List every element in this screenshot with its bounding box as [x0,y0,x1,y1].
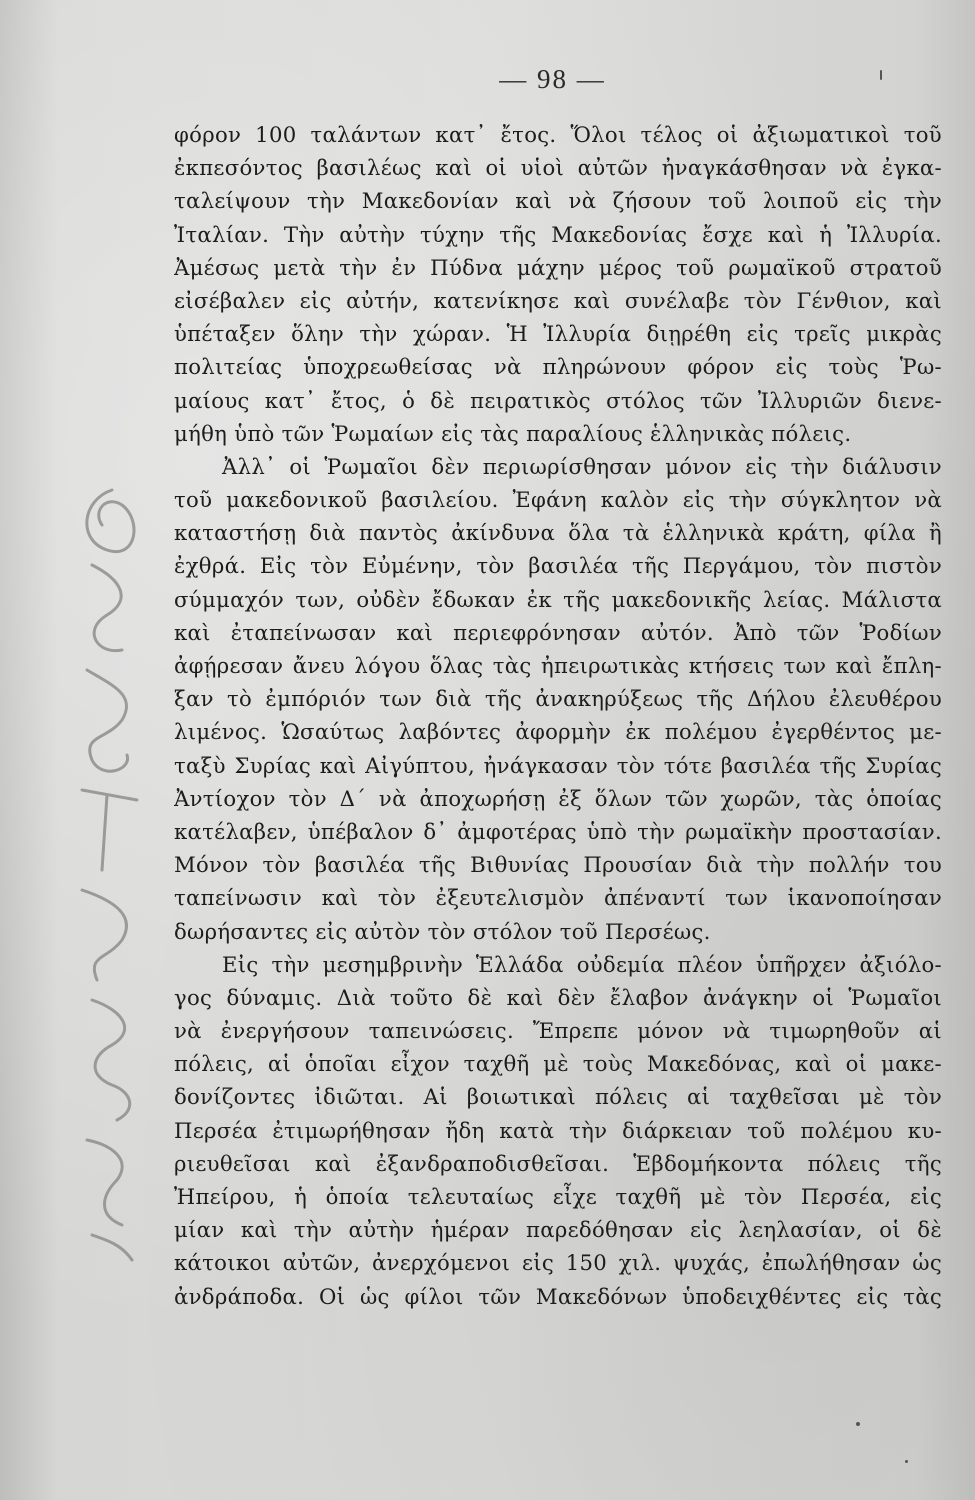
text-line: Μόνον τὸν βασιλέα τῆς Βιθυνίας Προυσίαν διὰ τὴν πολλήν του [174,852,942,878]
text-line: ἀφῄρεσαν ἄνευ λόγου ὅλας τὰς ἠπειρωτικὰς κτήσεις των καὶ ἔπλη- [174,653,942,678]
paper-speck [905,1460,908,1463]
text-line: φόρον 100 ταλάντων κατ᾽ ἔτος. Ὅλοι τέλος οἱ ἀξιωματικοὶ τοῦ [174,122,942,147]
text-line: δωρήσαντες εἰς αὐτὸν τὸν στόλον τοῦ Περσέως. [174,918,711,944]
text-line: κάτοικοι αὐτῶν, ἀνερχόμενοι εἰς 150 χιλ. ψυχάς, ἐπωλήθησαν ὡς [174,1250,942,1276]
text-line: Εἰς τὴν μεσημβρινὴν Ἑλλάδα οὐδεμία πλέον ὑπῆρχεν ἀξιόλο- [222,951,942,977]
text-line: μαίους κατ᾽ ἔτος, ὁ δὲ πειρατικὸς στόλος τῶν Ἰλλυριῶν διενε- [174,387,942,413]
text-line: μήθη ὑπὸ τῶν Ῥωμαίων εἰς τὰς παραλίους ἑλληνικὰς πόλεις. [174,420,852,446]
text-line: σύμμαχόν των, οὐδὲν ἔδωκαν ἐκ τῆς μακεδονικῆς λείας. Μάλιστα [174,586,942,612]
text-line: δονίζοντες ἰδιῶται. Αἱ βοιωτικαὶ πόλεις αἱ ταχθεῖσαι μὲ τὸν [174,1084,942,1110]
text-line: Ἠπείρου, ἡ ὁποία τελευταίως εἶχε ταχθῆ μὲ τὸν Περσέα, εἰς [174,1184,942,1209]
text-line: ταπείνωσιν καὶ τὸν ἐξευτελισμὸν ἀπέναντί των ἱκανοποίησαν [174,885,942,911]
paper-speck [856,1422,860,1426]
text-line: ξαν τὸ ἐμπόριόν των διὰ τῆς ἀνακηρύξεως τῆς Δήλου ἐλευθέρου [174,686,942,712]
text-line: Ἀντίοχον τὸν Δ´ νὰ ἀποχωρήσῃ ἐξ ὅλων τῶν χωρῶν, τὰς ὁποίας [174,785,942,811]
text-line: ἀνδράποδα. Οἱ ὡς φίλοι τῶν Μακεδόνων ὑποδειχθέντες εἰς τὰς [174,1283,942,1309]
text-line: λιμένος. Ὡσαύτως λαβόντες ἀφορμὴν ἐκ πολέμου ἐγερθέντος με- [174,719,942,745]
text-line: Ἰταλίαν. Τὴν αὐτὴν τύχην τῆς Μακεδονίας ἔσχε καὶ ἡ Ἰλλυρία. [174,221,942,247]
text-line: ἐχθρά. Εἰς τὸν Εὐμένην, τὸν βασιλέα τῆς Περγάμου, τὸν πιστὸν [174,553,942,579]
text-line: ταξὺ Συρίας καὶ Αἰγύπτου, ἠνάγκασαν τὸν τότε βασιλέα τῆς Συρίας [174,752,942,778]
text-line: Ἀμέσως μετὰ τὴν ἐν Πύδνα μάχην μέρος τοῦ ρωμαϊκοῦ στρατοῦ [174,254,942,280]
text-line: κατέλαβεν, ὑπέβαλον δ᾽ ἀμφοτέρας ὑπὸ τὴν ρωμαϊκὴν προστασίαν. [174,818,942,844]
text-line: καταστήσῃ διὰ παντὸς ἀκίνδυνα ὅλα τὰ ἑλληνικὰ κράτη, φίλα ἢ [174,520,942,546]
paper-speck [880,70,882,80]
handwriting-scribble [52,470,162,1270]
text-line: μίαν καὶ τὴν αὐτὴν ἡμέραν παρεδόθησαν εἰς λεηλασίαν, οἱ δὲ [174,1217,942,1243]
body-text [174,118,942,1313]
text-line: Περσέα ἐτιμωρήθησαν ἤδη κατὰ τὴν διάρκειαν τοῦ πολέμου κυ- [174,1117,942,1143]
text-line: νὰ ἐνεργήσουν ταπεινώσεις. Ἔπρεπε μόνον νὰ τιμωρηθοῦν αἱ [174,1018,942,1044]
handwritten-margin-note [52,470,162,1270]
text-line: τοῦ μακεδονικοῦ βασιλείου. Ἐφάνη καλὸν εἰς τὴν σύγκλητον νὰ [174,487,942,513]
text-line: Ἀλλ᾽ οἱ Ῥωμαῖοι δὲν περιωρίσθησαν μόνον εἰς τὴν διάλυσιν [222,453,942,479]
text-line: ὑπέταξεν ὅλην τὴν χώραν. Ἡ Ἰλλυρία διῃρέθη εἰς τρεῖς μικρὰς [174,321,942,347]
text-line: γος δύναμις. Διὰ τοῦτο δὲ καὶ δὲν ἔλαβον ἀνάγκην οἱ Ῥωμαῖοι [174,984,942,1010]
text-line: εἰσέβαλεν εἰς αὐτήν, κατενίκησε καὶ συνέλαβε τὸν Γένθιον, καὶ [174,287,942,313]
text-line: πολιτείας ὑποχρεωθείσας νὰ πληρώνουν φόρον εἰς τοὺς Ῥω- [174,354,942,380]
text-line: καὶ ἐταπείνωσαν καὶ περιεφρόνησαν αὐτόν. Ἀπὸ τῶν Ῥοδίων [174,619,942,645]
text-line: ταλείψουν τὴν Μακεδονίαν καὶ νὰ ζήσουν τοῦ λοιποῦ εἰς τὴν [174,188,942,214]
text-line: ριευθεῖσαι καὶ ἐξανδραποδισθεῖσαι. Ἑβδομήκοντα πόλεις τῆς [174,1150,942,1176]
text-line: πόλεις, αἱ ὁποῖαι εἶχον ταχθῆ μὲ τοὺς Μακεδόνας, καὶ οἱ μακε- [174,1051,942,1077]
page-number: — 98 — [499,64,606,94]
text-line: ἐκπεσόντος βασιλέως καὶ οἱ υἱοὶ αὐτῶν ἠναγκάσθησαν νὰ ἐγκα- [174,155,942,181]
